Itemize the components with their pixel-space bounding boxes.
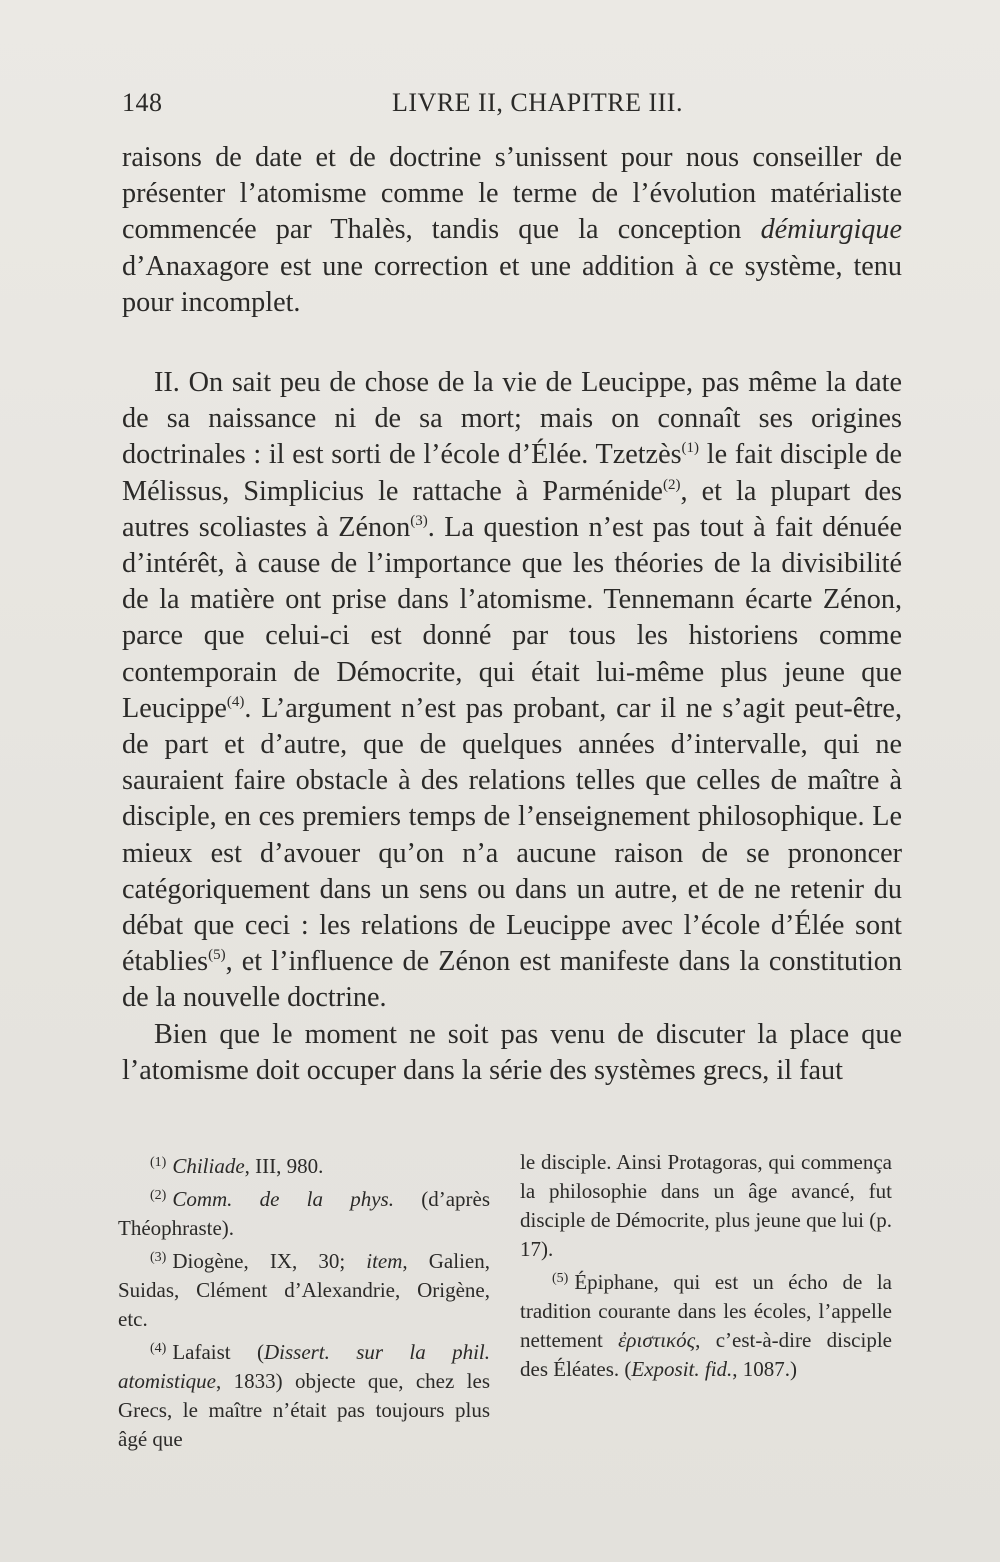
main-text bbox=[122, 140, 902, 1089]
footnote-5: $^{(5)}$ Épiphane, qui est un écho de la tradition courante dans les écoles, l’appelle nettement ἐριστικός, c’est-à-dire disciple des Éléates. (Exposit. fid., 1087.) bbox=[520, 1270, 892, 1381]
footnote-ref-3: (3) bbox=[410, 512, 428, 529]
footnotes-left-column bbox=[118, 1148, 490, 1454]
paragraph-2: II. On sait peu de chose de la vie de Leucippe, pas même la date de sa naissance ni de sa mort; mais on connaît ses origines doctrinales : il est sorti de l’école d’Élée. Tzetzès$^{(1)}$ le fait disciple de Mélissus, Simplicius le rattache à Parménide$^{(2)}$, et la plupart des autres scoliastes à Zénon$^{(3)}$. La question n’est pas tout à fait dénuée d’intérêt, à cause de l’importance que les théories de la divisibilité de la matière ont prise dans l’atomisme. Tennemann écarte Zénon, parce que celui-ci est donné par tous les historiens comme contemporain de Démocrite, qui était lui-même plus jeune que Leucippe$^{(4)}$. L’argument n’est pas probant, car il ne s’agit peut-être, de part et d’autre, que de quelques années d’intervalle, qui ne sauraient faire obstacle à des relations telles que celles de maître à disciple, en ces premiers temps de l’enseignement philosophique. Le mieux est d’avouer qu’on n’a aucune raison de se prononcer catégoriquement dans un sens ou dans un autre, et de ne retenir du débat que ceci : les relations de Leucippe avec l’école d’Élée sont établies$^{(5)}$, et l’influence de Zénon est manifeste dans la constitution de la nouvelle doctrine. bbox=[122, 367, 902, 1014]
paragraph-1: raisons de date et de doctrine s’unissent pour nous conseiller de présenter l’atomisme comme le terme de l’évolution matérialiste commencée par Thalès, tandis que la conception démiurgique d’Anaxagore est une correction et une addition à ce système, tenu pour incomplet. bbox=[122, 142, 902, 318]
footnote-4: $^{(4)}$ Lafaist (Dissert. sur la phil. atomistique, 1833) objecte que, chez les Grecs, le maître n’était pas toujours plus âgé que bbox=[118, 1340, 490, 1451]
emphasis-demiurgique: démiurgique bbox=[760, 214, 902, 246]
footnote-ref-5: (5) bbox=[208, 947, 226, 964]
page-number: 148 bbox=[122, 88, 163, 117]
footnote-1: $^{(1)}$ Chiliade, III, 980. bbox=[150, 1154, 324, 1178]
footnote-4-continued: le disciple. Ainsi Protagoras, qui commença la philosophie dans un âge avancé, fut disciple de Démocrite, plus jeune que lui (p. 17). bbox=[520, 1150, 892, 1261]
greek-word: ἐριστικός bbox=[618, 1328, 696, 1352]
footnote-3: $^{(3)}$ Diogène, IX, 30; item, Galien, Suidas, Clément d’Alexandrie, Origène, etc. bbox=[118, 1249, 490, 1331]
footnote-ref-2: (2) bbox=[662, 476, 681, 493]
footnote-2: $^{(2)}$ Comm. de la phys. (d’après Théophraste). bbox=[118, 1187, 490, 1240]
paragraph-3: Bien que le moment ne soit pas venu de discuter la place que l’atomisme doit occuper dans la série des systèmes grecs, il faut bbox=[122, 1018, 902, 1086]
footnote-ref-4: (4) bbox=[226, 693, 245, 710]
footnotes-right-column bbox=[520, 1148, 892, 1384]
running-title: LIVRE II, CHAPITRE III. bbox=[392, 88, 683, 117]
footnote-ref-1: (1) bbox=[681, 440, 700, 457]
running-head bbox=[122, 88, 902, 128]
